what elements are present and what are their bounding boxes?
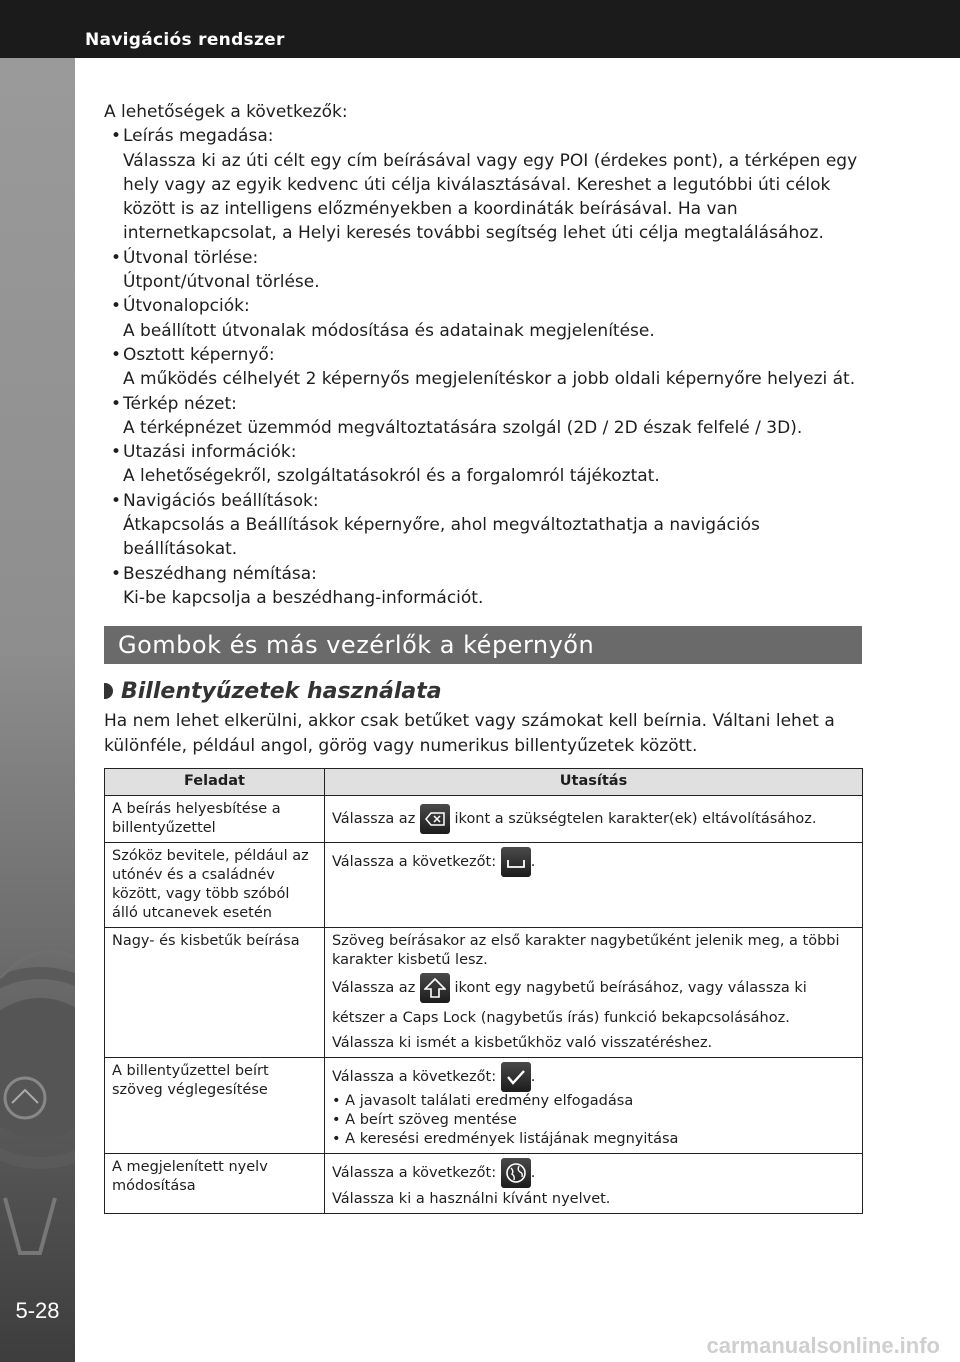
instruction-cell: Válassza a következőt: . — [325, 842, 863, 927]
option-label: Leírás megadása: — [123, 126, 274, 147]
space-icon — [501, 847, 531, 877]
subsection-paragraph: Ha nem lehet elkerülni, akkor csak betűket vagy számokat kell beírnia. Váltani lehet a különféle, például angol, görög vagy numerikus billentyűzetek között. — [104, 711, 835, 756]
subsection-title: Billentyűzetek használata — [121, 679, 442, 705]
table-row — [105, 1057, 863, 1153]
table-row — [105, 842, 863, 927]
keyboard-table — [104, 768, 863, 1214]
backspace-icon — [420, 804, 450, 834]
subsection-heading — [104, 677, 862, 707]
table-header-row — [105, 768, 863, 795]
section-marker-icon — [104, 683, 113, 699]
option-label: Útvonalopciók: — [123, 296, 250, 317]
task-cell: Nagy- és kisbetűk beírása — [105, 927, 325, 1057]
option-desc: Válassza ki az úti célt egy cím beírásával vagy egy POI (érdekes pont), a térképen egy hely vagy az egyik kedvenc úti célja kiválasztásával. Kereshet a legutóbbi úti célok között is az intelligens előzményekben a koordináták beírásával. Ha van internetkapcsolat, a Helyi keresés további segítség lehet úti célja megtalálásához. — [123, 150, 858, 244]
list-item: • Utazási információk: A lehetőségekről, szolgáltatásokról és a forgalomról tájékoztat. — [104, 440, 862, 489]
option-desc: A lehetőségekről, szolgáltatásokról és a forgalomról tájékoztat. — [123, 466, 660, 487]
options-list — [104, 124, 862, 610]
table-row — [105, 795, 863, 842]
intro-text: A lehetőségek a következők: — [104, 102, 348, 122]
option-desc: Útpont/útvonal törlése. — [123, 272, 320, 293]
option-desc: A beállított útvonalak módosítása és adatainak megjelenítése. — [123, 320, 655, 341]
task-cell: A beírás helyesbítése a billentyűzettel — [105, 795, 325, 842]
steering-wheel-illustration — [0, 58, 75, 1362]
shift-icon — [420, 973, 450, 1003]
column-header-instruction: Utasítás — [325, 768, 863, 795]
column-header-task: Feladat — [105, 768, 325, 795]
option-label: Navigációs beállítások: — [123, 490, 319, 511]
page-content — [104, 100, 862, 1214]
option-label: Útvonal törlése: — [123, 247, 259, 268]
list-item: • Navigációs beállítások: Átkapcsolás a Beállítások képernyőre, ahol megváltoztathatja a navigációs beállításokat. — [104, 489, 862, 562]
list-item: • A javasolt találati eredmény elfogadása — [332, 1092, 634, 1109]
option-desc: A térképnézet üzemmód megváltoztatására szolgál (2D / 2D észak felfelé / 3D). — [123, 417, 803, 438]
table-row — [105, 1153, 863, 1213]
list-item: • Útvonalopciók: A beállított útvonalak módosítása és adatainak megjelenítése. — [104, 294, 862, 343]
option-label: Beszédhang némítása: — [123, 563, 317, 584]
task-cell: A megjelenített nyelv módosítása — [105, 1153, 325, 1213]
instruction-cell: Válassza a következőt: . Válassza ki a használni kívánt nyelvet. — [325, 1153, 863, 1213]
list-item: • A keresési eredmények listájának megnyitása — [332, 1130, 679, 1147]
option-desc: A működés célhelyét 2 képernyős megjelenítéskor a jobb oldali képernyőre helyezi át. — [123, 369, 856, 390]
instruction-cell: Válassza a következőt: . • A javasolt találati eredmény elfogadása • A beírt szöveg mentése • A keresési eredmények listájának megnyitása — [325, 1057, 863, 1153]
sidebar-strip — [0, 58, 75, 1362]
option-label: Térkép nézet: — [123, 393, 237, 414]
globe-icon — [501, 1158, 531, 1188]
watermark: carmanualsonline.info — [706, 1333, 940, 1358]
list-item: • Osztott képernyő: A működés célhelyét 2 képernyős megjelenítéskor a jobb oldali képernyőre helyezi át. — [104, 343, 862, 392]
task-cell: A billentyűzettel beírt szöveg véglegesítése — [105, 1057, 325, 1153]
task-cell: Szóköz bevitele, például az utónév és a családnév között, vagy több szóból álló utcanevek esetén — [105, 842, 325, 927]
header-title: Navigációs rendszer — [85, 30, 285, 50]
page-number: 5-28 — [15, 1298, 60, 1323]
list-item: • Beszédhang némítása: Ki-be kapcsolja a beszédhang-információt. — [104, 562, 862, 611]
list-item: • A beírt szöveg mentése — [332, 1111, 517, 1128]
checkmark-icon — [501, 1062, 531, 1092]
list-item: • Útvonal törlése: Útpont/útvonal törlése. — [104, 246, 862, 295]
list-item: • Leírás megadása: Válassza ki az úti célt egy cím beírásával vagy egy POI (érdekes pont), a térképen egy hely vagy az egyik kedvenc úti célja kiválasztásával. Kereshet a legutóbbi úti célok között is az intelligens előzményekben a koordináták beírásával. Ha van internetkapcsolat, a Helyi keresés további segítség lehet úti célja megtalálásához. — [104, 124, 862, 245]
option-desc: Átkapcsolás a Beállítások képernyőre, ahol megváltoztathatja a navigációs beállításokat. — [123, 515, 760, 560]
section-title: Gombok és más vezérlők a képernyőn — [104, 626, 862, 664]
option-label: Utazási információk: — [123, 442, 297, 463]
header-bar — [0, 0, 960, 58]
list-item: • Térkép nézet: A térképnézet üzemmód megváltoztatására szolgál (2D / 2D észak felfelé / 3D). — [104, 392, 862, 441]
table-row — [105, 927, 863, 1057]
option-desc: Ki-be kapcsolja a beszédhang-információt. — [123, 587, 484, 608]
instruction-cell: Válassza az ikont a szükségtelen karakter(ek) eltávolításához. — [325, 795, 863, 842]
option-label: Osztott képernyő: — [123, 344, 275, 365]
instruction-cell: Szöveg beírásakor az első karakter nagybetűként jelenik meg, a többi karakter kisbetű lesz. Válassza az ikont egy nagybetű beírásához, vagy válassza ki kétszer a Caps Lock (nagybetűs írás) funkció bekapcsolásához. Válassza ki ismét a kisbetűkhöz való visszatéréshez. — [325, 927, 863, 1057]
